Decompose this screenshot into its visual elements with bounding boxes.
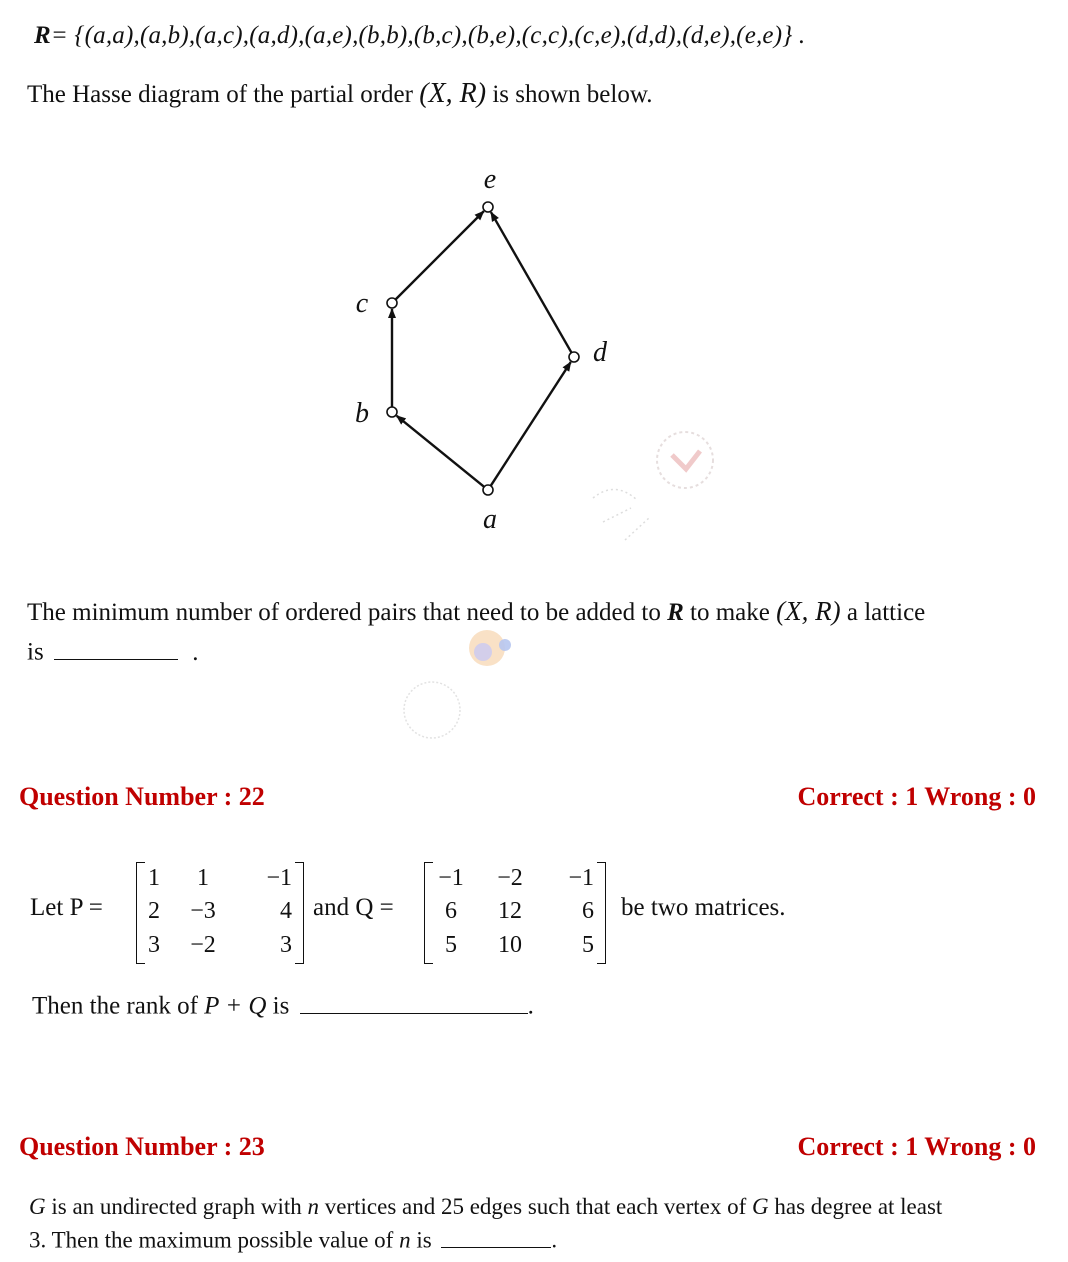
matrix-definition [30, 858, 850, 968]
answer-blank-22 [300, 990, 528, 1014]
matrix-p [140, 862, 300, 962]
graph-text-c: has degree at least [768, 1194, 943, 1219]
matrix-p-left-bracket [136, 862, 145, 964]
relation-set: = {(a,a),(a,b),(a,c),(a,d),(a,e),(b,b),(b,c),(b,e),(c,c),(c,e),(d,d),(d,e),(e,e)} . [50, 22, 806, 49]
p-cell: 1 [197, 865, 209, 892]
question-23-score: Correct : 1 Wrong : 0 [797, 1132, 1036, 1161]
p-cell: 1 [148, 865, 160, 892]
node-d [569, 352, 579, 362]
edge-a-d [491, 362, 571, 486]
node-a [483, 485, 493, 495]
matrix-q-left-bracket [424, 862, 433, 964]
watermark-logo-icon [465, 620, 521, 676]
matrix-q-table [428, 862, 602, 962]
graph-text-end: . [551, 1227, 558, 1253]
graph-symbol-n2: n [399, 1227, 411, 1253]
and-q-label: and Q = [313, 894, 394, 921]
rank-question-math: P + Q [204, 992, 267, 1020]
node-label-e: e [483, 164, 497, 195]
node-label-a: a [483, 504, 497, 535]
two-matrices-label: be two matrices. [621, 894, 786, 921]
watermark-stamp-icon [650, 425, 720, 495]
question-22-score: Correct : 1 Wrong : 0 [797, 782, 1036, 811]
let-p-label [30, 894, 103, 922]
lattice-question-is: is [27, 638, 44, 666]
node-e [483, 202, 493, 212]
edge-d-e [491, 212, 572, 352]
p-cell: 2 [148, 898, 160, 925]
rank-question-end: . [527, 992, 534, 1020]
matrix-q-right-bracket [597, 862, 606, 964]
graph-symbol-g: G [29, 1194, 46, 1219]
watermark-scribble-icon [585, 478, 657, 554]
node-b [387, 407, 397, 417]
rank-question [32, 990, 534, 1021]
node-label-c: c [355, 288, 369, 319]
hasse-intro [27, 78, 653, 110]
graph-text-a: is an undirected graph with [45, 1194, 308, 1219]
node-c [387, 298, 397, 308]
edge-c-e [396, 211, 484, 299]
answer-blank-21 [54, 636, 178, 660]
rank-question-post: is [266, 992, 290, 1020]
watermark-circle-icon [398, 680, 468, 744]
answer-blank-23 [441, 1226, 551, 1248]
matrix-p-table [140, 862, 300, 962]
relation-symbol: R [34, 22, 51, 49]
q-cell: 10 [498, 931, 522, 958]
graph-text-e: is [410, 1227, 432, 1253]
lattice-question-math: (X, R) [776, 596, 841, 626]
lattice-question-pre: The minimum number of ordered pairs that need to be added to [27, 599, 668, 626]
question-23-title: Question Number : 23 [19, 1132, 265, 1161]
q-cell: 6 [582, 898, 594, 925]
graph-question-line1 [29, 1194, 942, 1220]
hasse-intro-math: (X, R) [419, 78, 487, 109]
p-cell: −1 [266, 865, 292, 892]
let-p-text: Let P = [30, 894, 103, 921]
p-cell: −3 [190, 898, 216, 925]
node-label-d: d [593, 337, 607, 368]
q-cell: 12 [498, 898, 522, 925]
q-cell: 6 [445, 898, 457, 925]
q-cell: −1 [568, 865, 594, 892]
node-label-b: b [355, 398, 369, 429]
matrix-p-right-bracket [295, 862, 304, 964]
q-cell: −1 [438, 865, 464, 892]
p-cell: 3 [280, 931, 292, 958]
q-cell: −2 [497, 865, 523, 892]
graph-symbol-n: n [307, 1194, 319, 1219]
lattice-question-r: R [667, 599, 684, 626]
q-cell: 5 [445, 931, 457, 958]
hasse-intro-post: is shown below. [486, 81, 653, 108]
lattice-question-post: a lattice [840, 599, 926, 626]
graph-text-b: vertices and 25 edges such that each vertex of [319, 1194, 752, 1219]
graph-text-d: 3. Then the maximum possible value of [29, 1227, 400, 1253]
p-cell: 3 [148, 931, 160, 958]
question-22-title: Question Number : 22 [19, 782, 265, 811]
matrix-q [428, 862, 602, 962]
graph-symbol-g2: G [752, 1194, 769, 1219]
p-cell: −2 [190, 931, 216, 958]
lattice-question-mid: to make [683, 599, 777, 626]
lattice-question-line2 [27, 636, 198, 667]
edge-a-b [397, 416, 484, 487]
p-cell: 4 [280, 898, 292, 925]
hasse-intro-pre: The Hasse diagram of the partial order [27, 81, 420, 108]
relation-definition [34, 22, 805, 50]
q-cell: 5 [582, 931, 594, 958]
lattice-question-end: . [192, 638, 199, 666]
rank-question-pre: Then the rank of [32, 992, 205, 1020]
graph-question-line2 [29, 1226, 557, 1254]
